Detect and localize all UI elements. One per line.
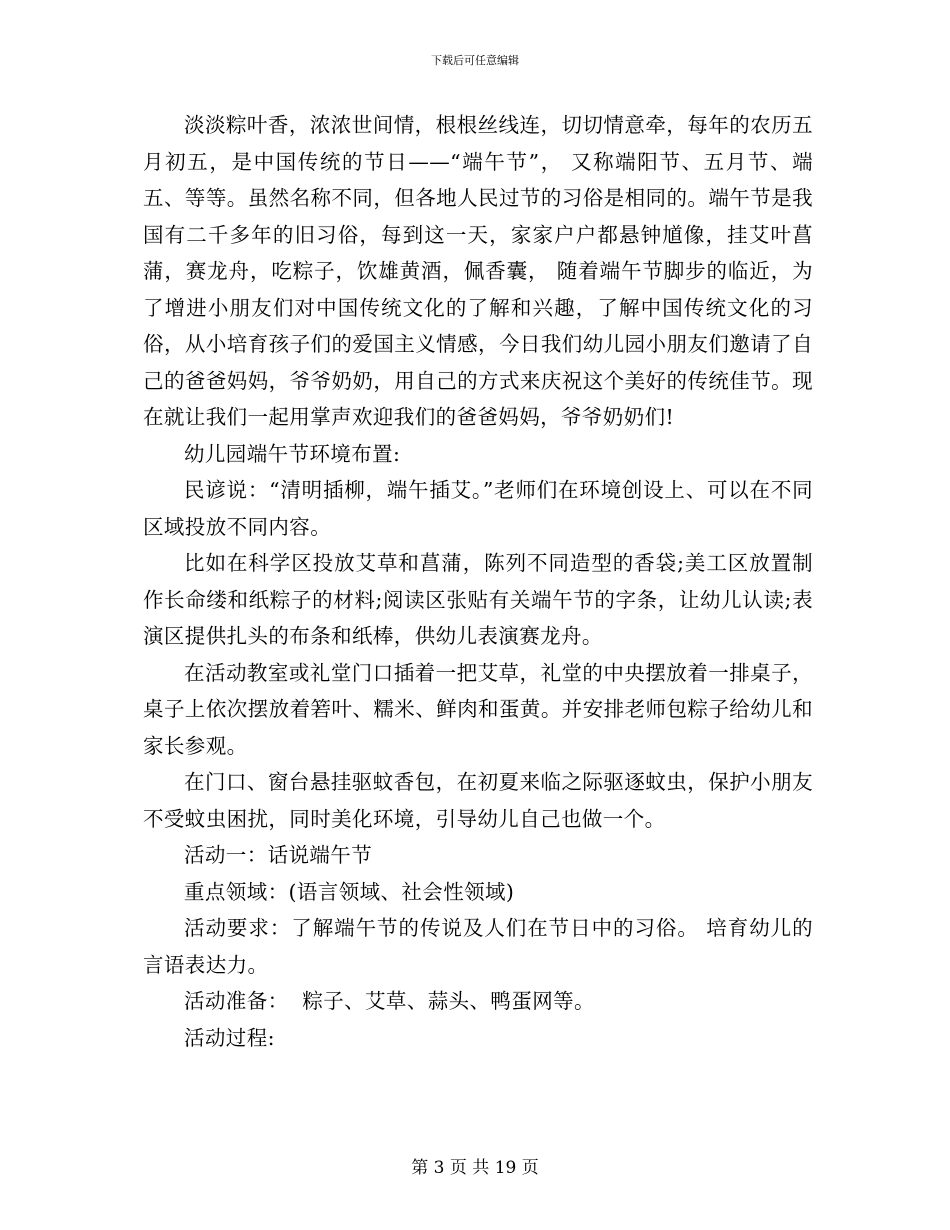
paragraph-activity-title: 活动一：话说端午节 <box>184 843 373 867</box>
paragraph-requirements: 活动要求：了解端午节的传说及人们在节日中的习俗。 培育幼儿的言语表达力。 <box>143 916 813 977</box>
paragraph-preparation: 活动准备： 粽子、艾草、蒜头、鸭蛋网等。 <box>184 989 595 1013</box>
paragraph-intro: 淡淡粽叶香，浓浓世间情，根根丝线连，切切情意牵，每年的农历五月初五，是中国传统的节日——“端午节”， 又称端阳节、五月节、端五、等等。虽然名称不同，但各地人民过节的习俗是相同的。端午节是我国有二千多年的旧习俗，每到这一天，家家户户都悬钟馗像，挂艾叶菖蒲，赛龙舟，吃粽子，饮雄黄酒，佩香囊， 随着端午节脚步的临近，为了增进小朋友们对中国传统文化的了解和兴趣，了解中国传统文化的习俗，从小培育孩子们的爱国主义情感，今日我们幼儿园小朋友们邀请了自己的爸爸妈妈，爷爷奶奶，用自己的方式来庆祝这个美好的传统佳节。现在就让我们一起用掌声欢迎我们的爸爸妈妈，爷爷奶奶们! <box>143 113 813 429</box>
paragraph-key-areas: 重点领域：(语言领域、社会性领域) <box>184 879 515 904</box>
paragraph-process: 活动过程: <box>184 1025 275 1050</box>
paragraph-environment-heading: 幼儿园端午节环境布置: <box>184 441 401 466</box>
paragraph-sachet: 在门口、窗台悬挂驱蚊香包，在初夏来临之际驱逐蚊虫，保护小朋友不受蚊虫困扰，同时美化环境，引导幼儿自己也做一个。 <box>143 770 813 831</box>
page-header: 下载后可任意编辑 <box>431 54 519 67</box>
document-body <box>143 107 813 1056</box>
page-footer: 第 3 页 共 19 页 <box>411 1158 539 1178</box>
paragraph-proverb: 民谚说：“清明插柳，端午插艾。”老师们在环境创设上、可以在不同区域投放不同内容。 <box>143 478 813 539</box>
paragraph-classroom: 在活动教室或礼堂门口插着一把艾草，礼堂的中央摆放着一排桌子，桌子上依次摆放着箬叶、糯米、鲜肉和蛋黄。并安排老师包粽子给幼儿和家长参观。 <box>143 660 813 758</box>
paragraph-areas: 比如在科学区投放艾草和菖蒲，陈列不同造型的香袋;美工区放置制作长命缕和纸粽子的材料;阅读区张贴有关端午节的字条，让幼儿认读;表演区提供扎头的布条和纸棒，供幼儿表演赛龙舟。 <box>143 551 813 648</box>
